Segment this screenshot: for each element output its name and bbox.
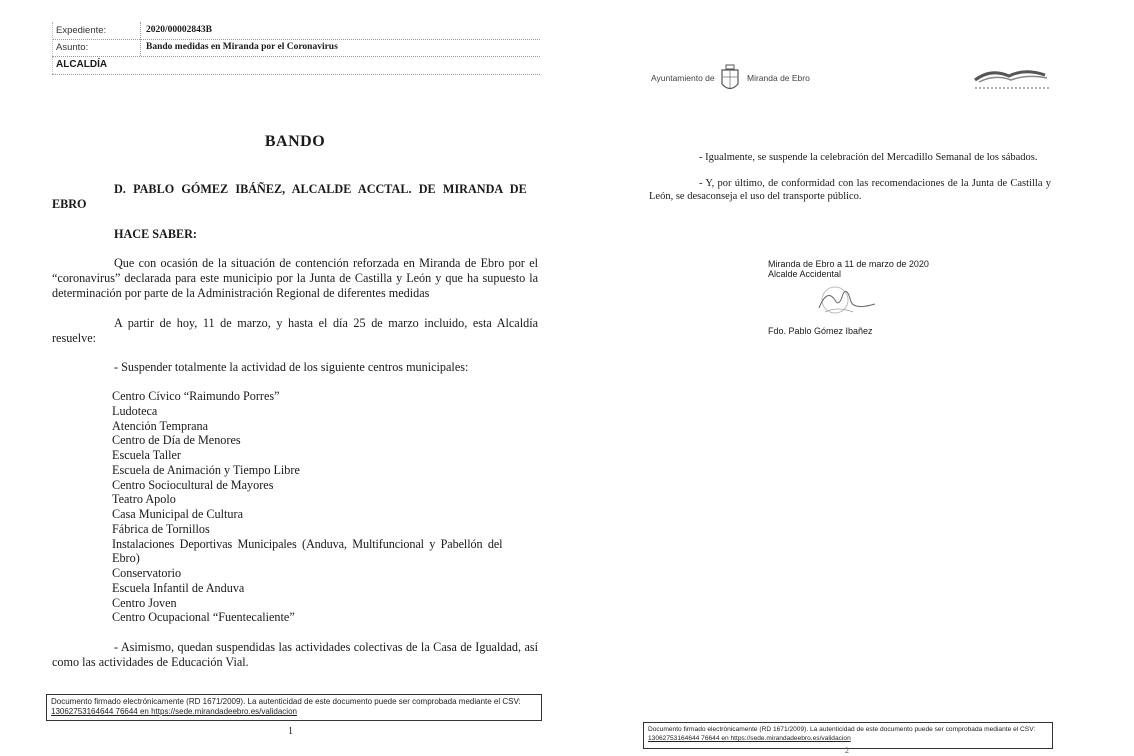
- footer-line-2: 13062753164644 76644 en https://sede.mirandadeebro.es/validacion: [648, 735, 851, 742]
- csv-footer-box: [643, 722, 1053, 749]
- csv-footer-box: [46, 694, 542, 721]
- signature-image: [805, 282, 879, 322]
- center-item: Conservatorio: [112, 566, 182, 580]
- page2-paragraph-2: - Y, por último, de conformidad con las recomendaciones de la Junta de Castilla y León, se desaconseja el uso del transporte público.: [649, 178, 1051, 202]
- center-item: Centro Ocupacional “Fuentecaliente”: [112, 610, 295, 624]
- author-line-1: D. PABLO GÓMEZ IBÁÑEZ, ALCALDE ACCTAL. DE MIRANDA DE: [114, 182, 527, 196]
- author-line-2: EBRO: [52, 197, 87, 211]
- center-item: Escuela de Animación y Tiempo Libre: [112, 463, 300, 477]
- center-item: Teatro Apolo: [112, 492, 176, 506]
- hace-saber-heading: HACE SABER:: [114, 227, 197, 241]
- asunto-value: Bando medidas en Miranda por el Coronavirus: [146, 42, 338, 52]
- header-miranda: Miranda de Ebro: [747, 73, 810, 83]
- signature-role: Alcalde Accidental: [768, 269, 842, 279]
- footer-line-2: 13062753164644 76644 en https://sede.mirandadeebro.es/validacion: [51, 707, 297, 716]
- footer-line-1: Documento firmado electrónicamente (RD 1671/2009). La autenticidad de este documento puede ser comprobada mediante el CSV:: [648, 726, 1036, 733]
- expediente-label: Expediente:: [56, 25, 107, 36]
- expediente-value: 2020/00002843B: [146, 25, 212, 35]
- department-row: [52, 56, 540, 75]
- center-item: Casa Municipal de Cultura: [112, 507, 243, 521]
- coat-of-arms-icon: [719, 64, 741, 94]
- asunto-row: [52, 39, 540, 57]
- page-number: 1: [288, 726, 293, 737]
- center-item: Centro Sociocultural de Mayores: [112, 478, 274, 492]
- department-label: ALCALDÍA: [56, 59, 108, 70]
- paragraph-2: A partir de hoy, 11 de marzo, y hasta el día 25 de marzo incluido, esta Alcaldía resuelve:: [52, 316, 538, 345]
- bridge-logo-icon: [973, 66, 1053, 92]
- paragraph-3: - Suspender totalmente la actividad de los siguiente centros municipales:: [114, 360, 469, 374]
- center-item: Escuela Taller: [112, 448, 181, 462]
- signature-name: Fdo. Pablo Gómez Ibañez: [768, 326, 873, 336]
- header-ayuntamiento: Ayuntamiento de: [651, 73, 715, 83]
- center-item: Centro de Día de Menores: [112, 433, 241, 447]
- document-page-2: [567, 0, 1134, 756]
- paragraph-4: - Asimismo, quedan suspendidas las actividades colectivas de la Casa de Igualdad, así como las actividades de Educación Vial.: [52, 640, 538, 669]
- center-item: Ebro): [112, 551, 140, 565]
- header-divider: [140, 22, 141, 56]
- signature-date: Miranda de Ebro a 11 de marzo de 2020: [768, 259, 929, 269]
- footer-line-1: Documento firmado electrónicamente (RD 1671/2009). La autenticidad de este documento puede ser comprobada mediante el CSV:: [51, 697, 521, 706]
- asunto-label: Asunto:: [56, 42, 89, 53]
- header-left-border: [52, 22, 53, 74]
- paragraph-1: Que con ocasión de la situación de contención reforzada en Miranda de Ebro por el “coronavirus” declarada para este municipio por la Junta de Castilla y León y que ha supuesto la determinación por parte de la Administración Regional de diferentes medidas: [52, 256, 538, 300]
- center-item: Fábrica de Tornillos: [112, 522, 210, 536]
- center-item: Centro Joven: [112, 596, 177, 610]
- document-title: BANDO: [264, 133, 326, 150]
- center-item: Ludoteca: [112, 404, 158, 418]
- page2-paragraph-1: - Igualmente, se suspende la celebración del Mercadillo Semanal de los sábados.: [699, 152, 1038, 163]
- center-item: Escuela Infantil de Anduva: [112, 581, 245, 595]
- center-item: Centro Cívico “Raimundo Porres”: [112, 389, 280, 403]
- center-item: Instalaciones Deportivas Municipales (Anduva, Multifuncional y Pabellón del: [112, 537, 503, 551]
- page-number: 2: [845, 746, 849, 755]
- center-item: Atención Temprana: [112, 419, 209, 433]
- expediente-row: [52, 22, 540, 40]
